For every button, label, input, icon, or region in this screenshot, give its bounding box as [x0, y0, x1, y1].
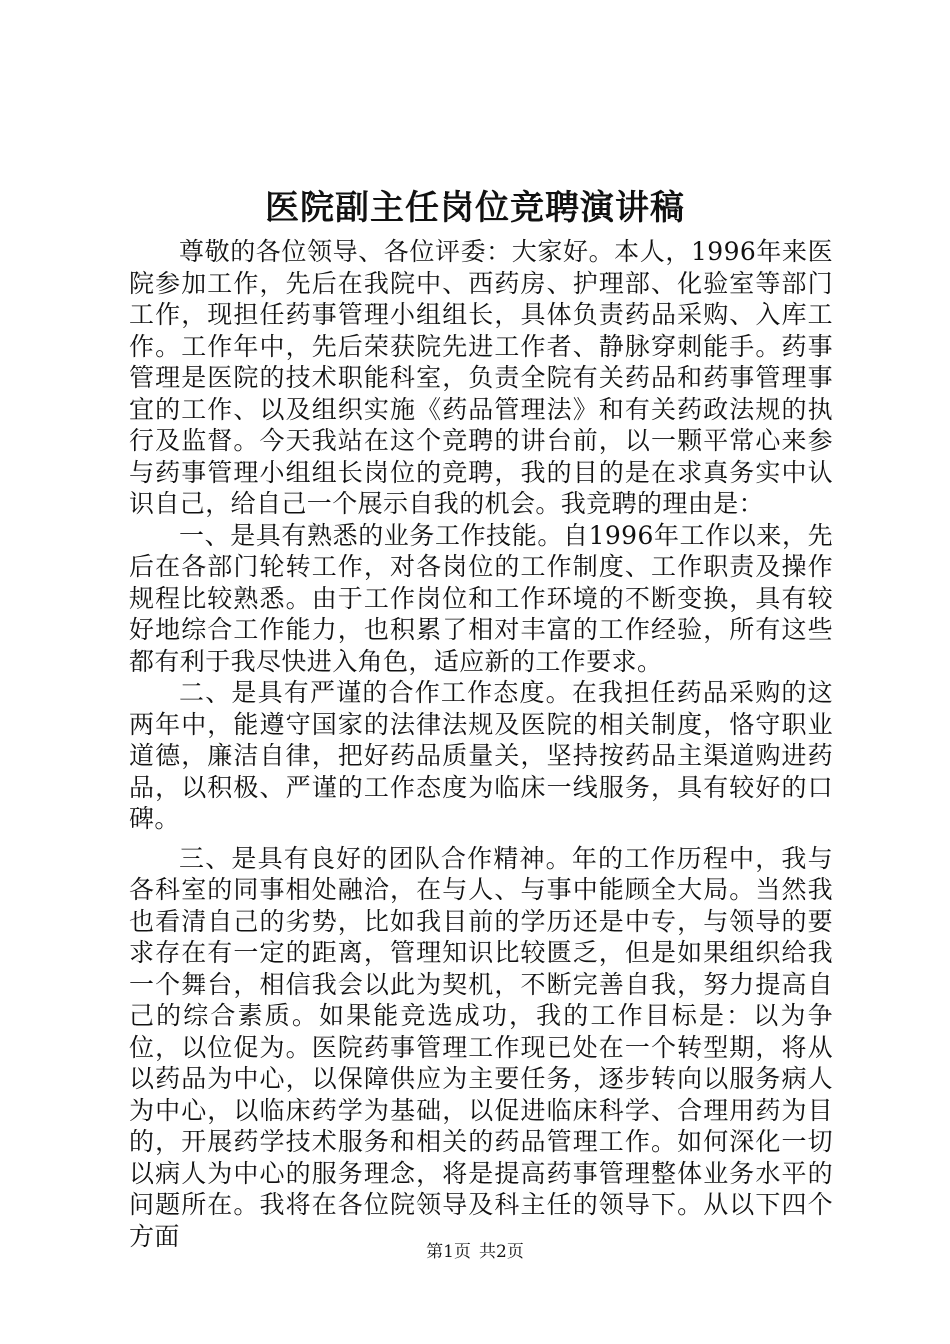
- paragraph-point-three: 三、是具有良好的团队合作精神。年的工作历程中，我与各科室的同事相处融洽，在与人、与事中能顾全大局。当然我也看清自己的劣势，比如我目前的学历还是中专，与领导的要求存在有一定的距离，管理知识比较匮乏，但是如果组织给我一个舞台，相信我会以此为契机，不断完善自我，努力提高自己的综合素质。如果能竞选成功，我的工作目标是：以为争位，以位促为。医院药事管理工作现已处在一个转型期，将从以药品为中心，以保障供应为主要任务，逐步转向以服务病人为中心，以临床药学为基础，以促进临床科学、合理用药为目的，开展药学技术服务和相关的药品管理工作。如何深化一切以病人为中心的服务理念，将是提高药事管理整体业务水平的问题所在。我将在各位院领导及科主任的领导下。从以下四个方面: [129, 843, 833, 1251]
- page-number-total: 共2页: [479, 1242, 524, 1262]
- paragraph-point-two: 二、是具有严谨的合作工作态度。在我担任药品采购的这两年中，能遵守国家的法律法规及医院的相关制度，恪守职业道德，廉洁自律，把好药品质量关，坚持按药品主渠道购进药品，以积极、严谨的工作态度为临床一线服务，具有较好的口碑。: [129, 678, 833, 833]
- page-number-current: 第1页: [426, 1242, 471, 1262]
- paragraph-point-one: 一、是具有熟悉的业务工作技能。自1996年工作以来，先后在各部门轮转工作，对各岗位的工作制度、工作职责及操作规程比较熟悉。由于工作岗位和工作环境的不断变换，具有较好地综合工作能力，也积累了相对丰富的工作经验，所有这些都有利于我尽快进入角色，适应新的工作要求。: [129, 520, 833, 676]
- document-title: 医院副主任岗位竞聘演讲稿: [265, 188, 685, 228]
- paragraph-intro: 尊敬的各位领导、各位评委：大家好。本人，1996年来医院参加工作，先后在我院中、西药房、护理部、化验室等部门工作，现担任药事管理小组组长，具体负责药品采购、入库工作。工作年中，先后荣获院先进工作者、静脉穿刺能手。药事管理是医院的技术职能科室，负责全院有关药品和药事管理事宜的工作、以及组织实施《药品管理法》和有关药政法规的执行及监督。今天我站在这个竞聘的讲台前，以一颗平常心来参与药事管理小组组长岗位的竞聘，我的目的是在求真务实中认识自己，给自己一个展示自我的机会。我竞聘的理由是：: [129, 237, 833, 518]
- document-body: [129, 236, 833, 1252]
- page-footer: [0, 1240, 950, 1264]
